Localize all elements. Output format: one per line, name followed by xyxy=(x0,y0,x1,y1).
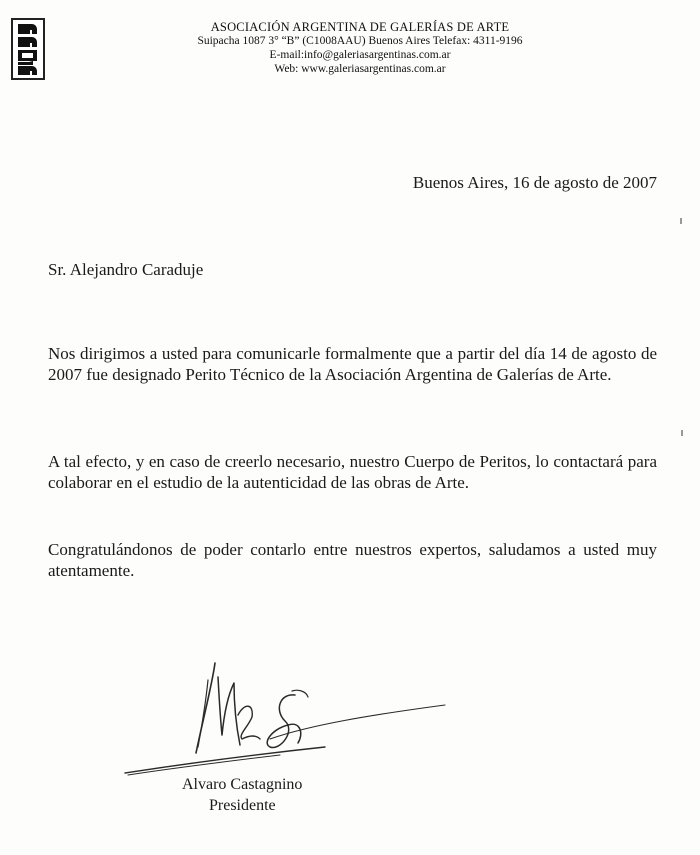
scan-mark xyxy=(681,430,683,436)
organization-address: Suipacha 1087 3° “B” (C1008AAU) Buenos Aires Telefax: 4311-9196 xyxy=(197,35,523,47)
letter-paragraph: A tal efecto, y en caso de creerlo necesario, nuestro Cuerpo de Peritos, lo contactará para colaborar en el estudio de la autenticidad de las obras de Arte. xyxy=(48,452,657,492)
letter-paragraph: Nos dirigimos a usted para comunicarle formalmente que a partir del día 14 de agosto de 2007 fue designado Perito Técnico de la Asociación Argentina de Galerías de Arte. xyxy=(48,344,657,384)
organization-email: E-mail:info@galeriasargentinas.com.ar xyxy=(269,49,451,61)
letter-recipient: Sr. Alejandro Caraduje xyxy=(48,260,204,279)
scan-mark xyxy=(680,218,682,224)
letter-paragraph: Congratulándonos de poder contarlo entre nuestros expertos, saludamos a usted muy atentamente. xyxy=(48,540,657,580)
organization-web: Web: www.galeriasargentinas.com.ar xyxy=(274,63,446,75)
handwritten-signature xyxy=(120,655,450,795)
letterhead xyxy=(160,20,560,76)
aaga-logo xyxy=(11,18,45,80)
signatory-name: Alvaro Castagnino xyxy=(182,776,303,793)
letter-date: Buenos Aires, 16 de agosto de 2007 xyxy=(412,173,657,192)
organization-name: ASOCIACIÓN ARGENTINA DE GALERÍAS DE ARTE xyxy=(210,20,510,34)
signatory-title: Presidente xyxy=(209,797,276,814)
